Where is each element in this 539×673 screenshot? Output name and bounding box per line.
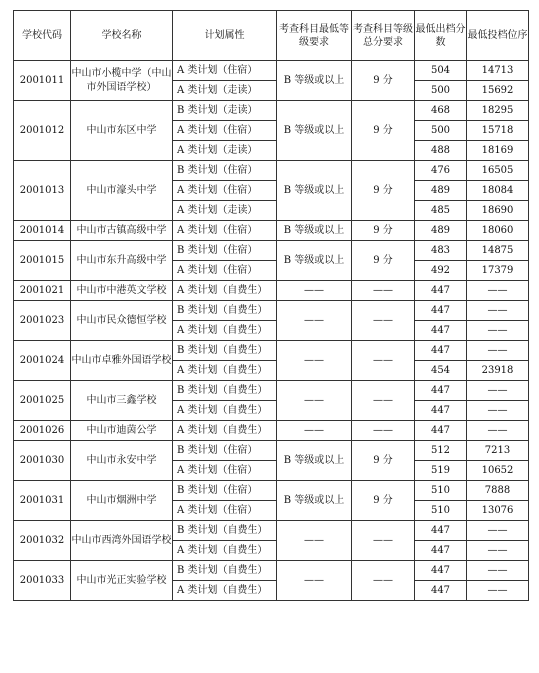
- plan-type-cell: B 类计划（自费生）: [173, 341, 277, 361]
- grade-requirement-cell: B 等级或以上: [277, 481, 352, 521]
- min-score-cell: 489: [415, 181, 467, 201]
- header-name: 学校名称: [71, 11, 173, 61]
- table-row: [14, 521, 529, 541]
- school-name-cell: 中山市东升高级中学: [71, 241, 173, 281]
- school-code-cell: 2001032: [14, 521, 71, 561]
- admission-table: [13, 10, 529, 601]
- min-score-cell: 447: [415, 281, 467, 301]
- min-score-cell: 447: [415, 301, 467, 321]
- plan-type-cell: A 类计划（住宿）: [173, 121, 277, 141]
- min-score-cell: 489: [415, 221, 467, 241]
- table-row: [14, 561, 529, 581]
- min-score-cell: 447: [415, 541, 467, 561]
- min-rank-cell: 14713: [467, 61, 529, 81]
- table-row: [14, 61, 529, 81]
- min-rank-cell: 18084: [467, 181, 529, 201]
- header-min-score: 最低出档分数: [415, 11, 467, 61]
- header-total-req: 考查科目等级总分要求: [352, 11, 415, 61]
- grade-requirement-cell: ——: [277, 521, 352, 561]
- min-rank-cell: ——: [467, 341, 529, 361]
- min-score-cell: 500: [415, 81, 467, 101]
- min-rank-cell: ——: [467, 321, 529, 341]
- school-name-cell: 中山市濠头中学: [71, 161, 173, 221]
- grade-requirement-cell: ——: [277, 301, 352, 341]
- school-code-cell: 2001021: [14, 281, 71, 301]
- school-name-cell: 中山市光正实验学校: [71, 561, 173, 601]
- table-row: [14, 341, 529, 361]
- min-score-cell: 447: [415, 561, 467, 581]
- table-row: [14, 221, 529, 241]
- header-row: [14, 11, 529, 61]
- plan-type-cell: A 类计划（住宿）: [173, 461, 277, 481]
- school-name-cell: 中山市三鑫学校: [71, 381, 173, 421]
- total-score-requirement-cell: 9 分: [352, 441, 415, 481]
- admission-table-container: [13, 10, 529, 601]
- min-rank-cell: 23918: [467, 361, 529, 381]
- min-score-cell: 447: [415, 421, 467, 441]
- plan-type-cell: A 类计划（住宿）: [173, 181, 277, 201]
- min-score-cell: 476: [415, 161, 467, 181]
- school-name-cell: 中山市中港英文学校: [71, 281, 173, 301]
- school-code-cell: 2001026: [14, 421, 71, 441]
- min-rank-cell: ——: [467, 401, 529, 421]
- total-score-requirement-cell: ——: [352, 521, 415, 561]
- total-score-requirement-cell: 9 分: [352, 241, 415, 281]
- min-score-cell: 483: [415, 241, 467, 261]
- min-score-cell: 485: [415, 201, 467, 221]
- table-row: [14, 381, 529, 401]
- school-name-cell: 中山市民众德恒学校: [71, 301, 173, 341]
- plan-type-cell: B 类计划（住宿）: [173, 441, 277, 461]
- grade-requirement-cell: ——: [277, 421, 352, 441]
- min-score-cell: 488: [415, 141, 467, 161]
- school-code-cell: 2001014: [14, 221, 71, 241]
- plan-type-cell: B 类计划（住宿）: [173, 481, 277, 501]
- plan-type-cell: B 类计划（自费生）: [173, 381, 277, 401]
- header-code: 学校代码: [14, 11, 71, 61]
- plan-type-cell: A 类计划（自费生）: [173, 401, 277, 421]
- table-row: [14, 481, 529, 501]
- plan-type-cell: A 类计划（住宿）: [173, 501, 277, 521]
- plan-type-cell: A 类计划（自费生）: [173, 361, 277, 381]
- min-rank-cell: 7213: [467, 441, 529, 461]
- min-rank-cell: ——: [467, 521, 529, 541]
- min-rank-cell: 15692: [467, 81, 529, 101]
- school-name-cell: 中山市古镇高级中学: [71, 221, 173, 241]
- plan-type-cell: B 类计划（住宿）: [173, 241, 277, 261]
- min-rank-cell: 13076: [467, 501, 529, 521]
- school-name-cell: 中山市西湾外国语学校: [71, 521, 173, 561]
- table-row: [14, 241, 529, 261]
- total-score-requirement-cell: 9 分: [352, 61, 415, 101]
- table-row: [14, 161, 529, 181]
- plan-type-cell: B 类计划（自费生）: [173, 521, 277, 541]
- grade-requirement-cell: ——: [277, 381, 352, 421]
- table-body: [14, 61, 529, 601]
- plan-type-cell: A 类计划（走读）: [173, 81, 277, 101]
- grade-requirement-cell: ——: [277, 561, 352, 601]
- table-row: [14, 281, 529, 301]
- total-score-requirement-cell: 9 分: [352, 481, 415, 521]
- total-score-requirement-cell: 9 分: [352, 161, 415, 221]
- min-rank-cell: 18169: [467, 141, 529, 161]
- school-code-cell: 2001013: [14, 161, 71, 221]
- total-score-requirement-cell: ——: [352, 561, 415, 601]
- school-code-cell: 2001023: [14, 301, 71, 341]
- plan-type-cell: A 类计划（自费生）: [173, 321, 277, 341]
- school-code-cell: 2001033: [14, 561, 71, 601]
- total-score-requirement-cell: 9 分: [352, 221, 415, 241]
- total-score-requirement-cell: 9 分: [352, 101, 415, 161]
- plan-type-cell: A 类计划（走读）: [173, 201, 277, 221]
- school-name-cell: 中山市迪茵公学: [71, 421, 173, 441]
- school-code-cell: 2001015: [14, 241, 71, 281]
- min-score-cell: 447: [415, 381, 467, 401]
- plan-type-cell: B 类计划（走读）: [173, 101, 277, 121]
- school-code-cell: 2001011: [14, 61, 71, 101]
- min-rank-cell: 18295: [467, 101, 529, 121]
- grade-requirement-cell: B 等级或以上: [277, 101, 352, 161]
- min-rank-cell: ——: [467, 541, 529, 561]
- min-rank-cell: 16505: [467, 161, 529, 181]
- plan-type-cell: A 类计划（自费生）: [173, 281, 277, 301]
- plan-type-cell: A 类计划（住宿）: [173, 261, 277, 281]
- grade-requirement-cell: B 等级或以上: [277, 61, 352, 101]
- school-name-cell: 中山市卓雅外国语学校: [71, 341, 173, 381]
- min-rank-cell: 18690: [467, 201, 529, 221]
- total-score-requirement-cell: ——: [352, 301, 415, 341]
- min-rank-cell: ——: [467, 381, 529, 401]
- min-rank-cell: 10652: [467, 461, 529, 481]
- plan-type-cell: B 类计划（自费生）: [173, 561, 277, 581]
- min-score-cell: 510: [415, 501, 467, 521]
- plan-type-cell: A 类计划（自费生）: [173, 581, 277, 601]
- school-code-cell: 2001012: [14, 101, 71, 161]
- plan-type-cell: A 类计划（住宿）: [173, 221, 277, 241]
- school-code-cell: 2001024: [14, 341, 71, 381]
- min-score-cell: 512: [415, 441, 467, 461]
- min-score-cell: 492: [415, 261, 467, 281]
- table-row: [14, 421, 529, 441]
- school-name-cell: 中山市小榄中学（中山市外国语学校）: [71, 61, 173, 101]
- min-score-cell: 447: [415, 401, 467, 421]
- school-name-cell: 中山市烟洲中学: [71, 481, 173, 521]
- total-score-requirement-cell: ——: [352, 381, 415, 421]
- min-rank-cell: 15718: [467, 121, 529, 141]
- school-code-cell: 2001031: [14, 481, 71, 521]
- total-score-requirement-cell: ——: [352, 341, 415, 381]
- total-score-requirement-cell: ——: [352, 281, 415, 301]
- min-score-cell: 454: [415, 361, 467, 381]
- school-name-cell: 中山市东区中学: [71, 101, 173, 161]
- header-plan: 计划属性: [173, 11, 277, 61]
- header-min-rank: 最低投档位序: [467, 11, 529, 61]
- plan-type-cell: A 类计划（自费生）: [173, 421, 277, 441]
- min-score-cell: 447: [415, 341, 467, 361]
- min-rank-cell: 14875: [467, 241, 529, 261]
- grade-requirement-cell: B 等级或以上: [277, 441, 352, 481]
- grade-requirement-cell: B 等级或以上: [277, 161, 352, 221]
- plan-type-cell: A 类计划（住宿）: [173, 61, 277, 81]
- min-rank-cell: ——: [467, 421, 529, 441]
- min-score-cell: 468: [415, 101, 467, 121]
- grade-requirement-cell: B 等级或以上: [277, 221, 352, 241]
- min-score-cell: 510: [415, 481, 467, 501]
- table-header: [14, 11, 529, 61]
- min-rank-cell: ——: [467, 581, 529, 601]
- plan-type-cell: B 类计划（自费生）: [173, 301, 277, 321]
- min-score-cell: 504: [415, 61, 467, 81]
- min-score-cell: 500: [415, 121, 467, 141]
- total-score-requirement-cell: ——: [352, 421, 415, 441]
- min-rank-cell: 7888: [467, 481, 529, 501]
- school-code-cell: 2001025: [14, 381, 71, 421]
- min-score-cell: 447: [415, 521, 467, 541]
- plan-type-cell: A 类计划（自费生）: [173, 541, 277, 561]
- table-row: [14, 441, 529, 461]
- min-score-cell: 519: [415, 461, 467, 481]
- min-rank-cell: 18060: [467, 221, 529, 241]
- min-rank-cell: ——: [467, 281, 529, 301]
- grade-requirement-cell: ——: [277, 281, 352, 301]
- plan-type-cell: A 类计划（走读）: [173, 141, 277, 161]
- grade-requirement-cell: B 等级或以上: [277, 241, 352, 281]
- min-rank-cell: 17379: [467, 261, 529, 281]
- min-score-cell: 447: [415, 321, 467, 341]
- plan-type-cell: B 类计划（住宿）: [173, 161, 277, 181]
- school-name-cell: 中山市永安中学: [71, 441, 173, 481]
- min-rank-cell: ——: [467, 301, 529, 321]
- min-rank-cell: ——: [467, 561, 529, 581]
- min-score-cell: 447: [415, 581, 467, 601]
- header-grade-req: 考查科目最低等级要求: [277, 11, 352, 61]
- table-row: [14, 101, 529, 121]
- grade-requirement-cell: ——: [277, 341, 352, 381]
- school-code-cell: 2001030: [14, 441, 71, 481]
- table-row: [14, 301, 529, 321]
